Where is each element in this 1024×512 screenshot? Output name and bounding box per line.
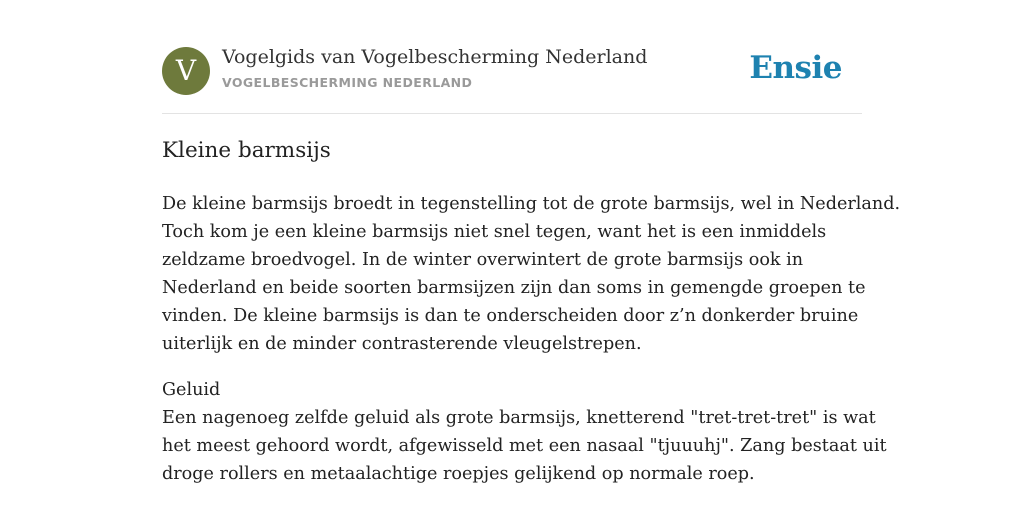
article-body (162, 190, 901, 506)
text-line: uiterlijk en de minder contrasterende vleugelstrepen. (162, 334, 642, 354)
text-line: Nederland en beide soorten barmsijzen zijn dan soms in gemengde groepen te (162, 278, 866, 298)
text-line: De kleine barmsijs broedt in tegenstelling tot de grote barmsijs, wel in Nederland. (162, 194, 901, 214)
ensie-logo-link[interactable]: Ensie (749, 50, 842, 86)
text-line: droge rollers en metaalachtige roepjes gelijkend op normale roep. (162, 464, 755, 484)
page-container (162, 0, 901, 484)
source-title[interactable]: Vogelgids van Vogelbescherming Nederland (222, 46, 648, 68)
text-line: zeldzame broedvogel. In de winter overwintert de grote barmsijs ook in (162, 250, 804, 270)
text-line: Toch kom je een kleine barmsijs niet snel tegen, want het is een inmiddels (162, 222, 827, 242)
text-line: het meest gehoord wordt, afgewisseld met een nasaal "tjuuuhj". Zang bestaat uit (162, 436, 887, 456)
text-line: Een nagenoeg zelfde geluid als grote barmsijs, knetterend "tret-tret-tret" is wat (162, 408, 876, 428)
source-avatar[interactable]: V (162, 47, 210, 95)
paragraph-description (162, 190, 901, 358)
source-subtitle[interactable]: VOGELBESCHERMING NEDERLAND (222, 75, 473, 90)
source-header (162, 0, 862, 114)
section-heading-geluid: Geluid (162, 380, 221, 400)
article-title: Kleine barmsijs (162, 138, 331, 163)
paragraph-sound (162, 376, 887, 488)
text-line: vinden. De kleine barmsijs is dan te onderscheiden door z’n donkerder bruine (162, 306, 859, 326)
